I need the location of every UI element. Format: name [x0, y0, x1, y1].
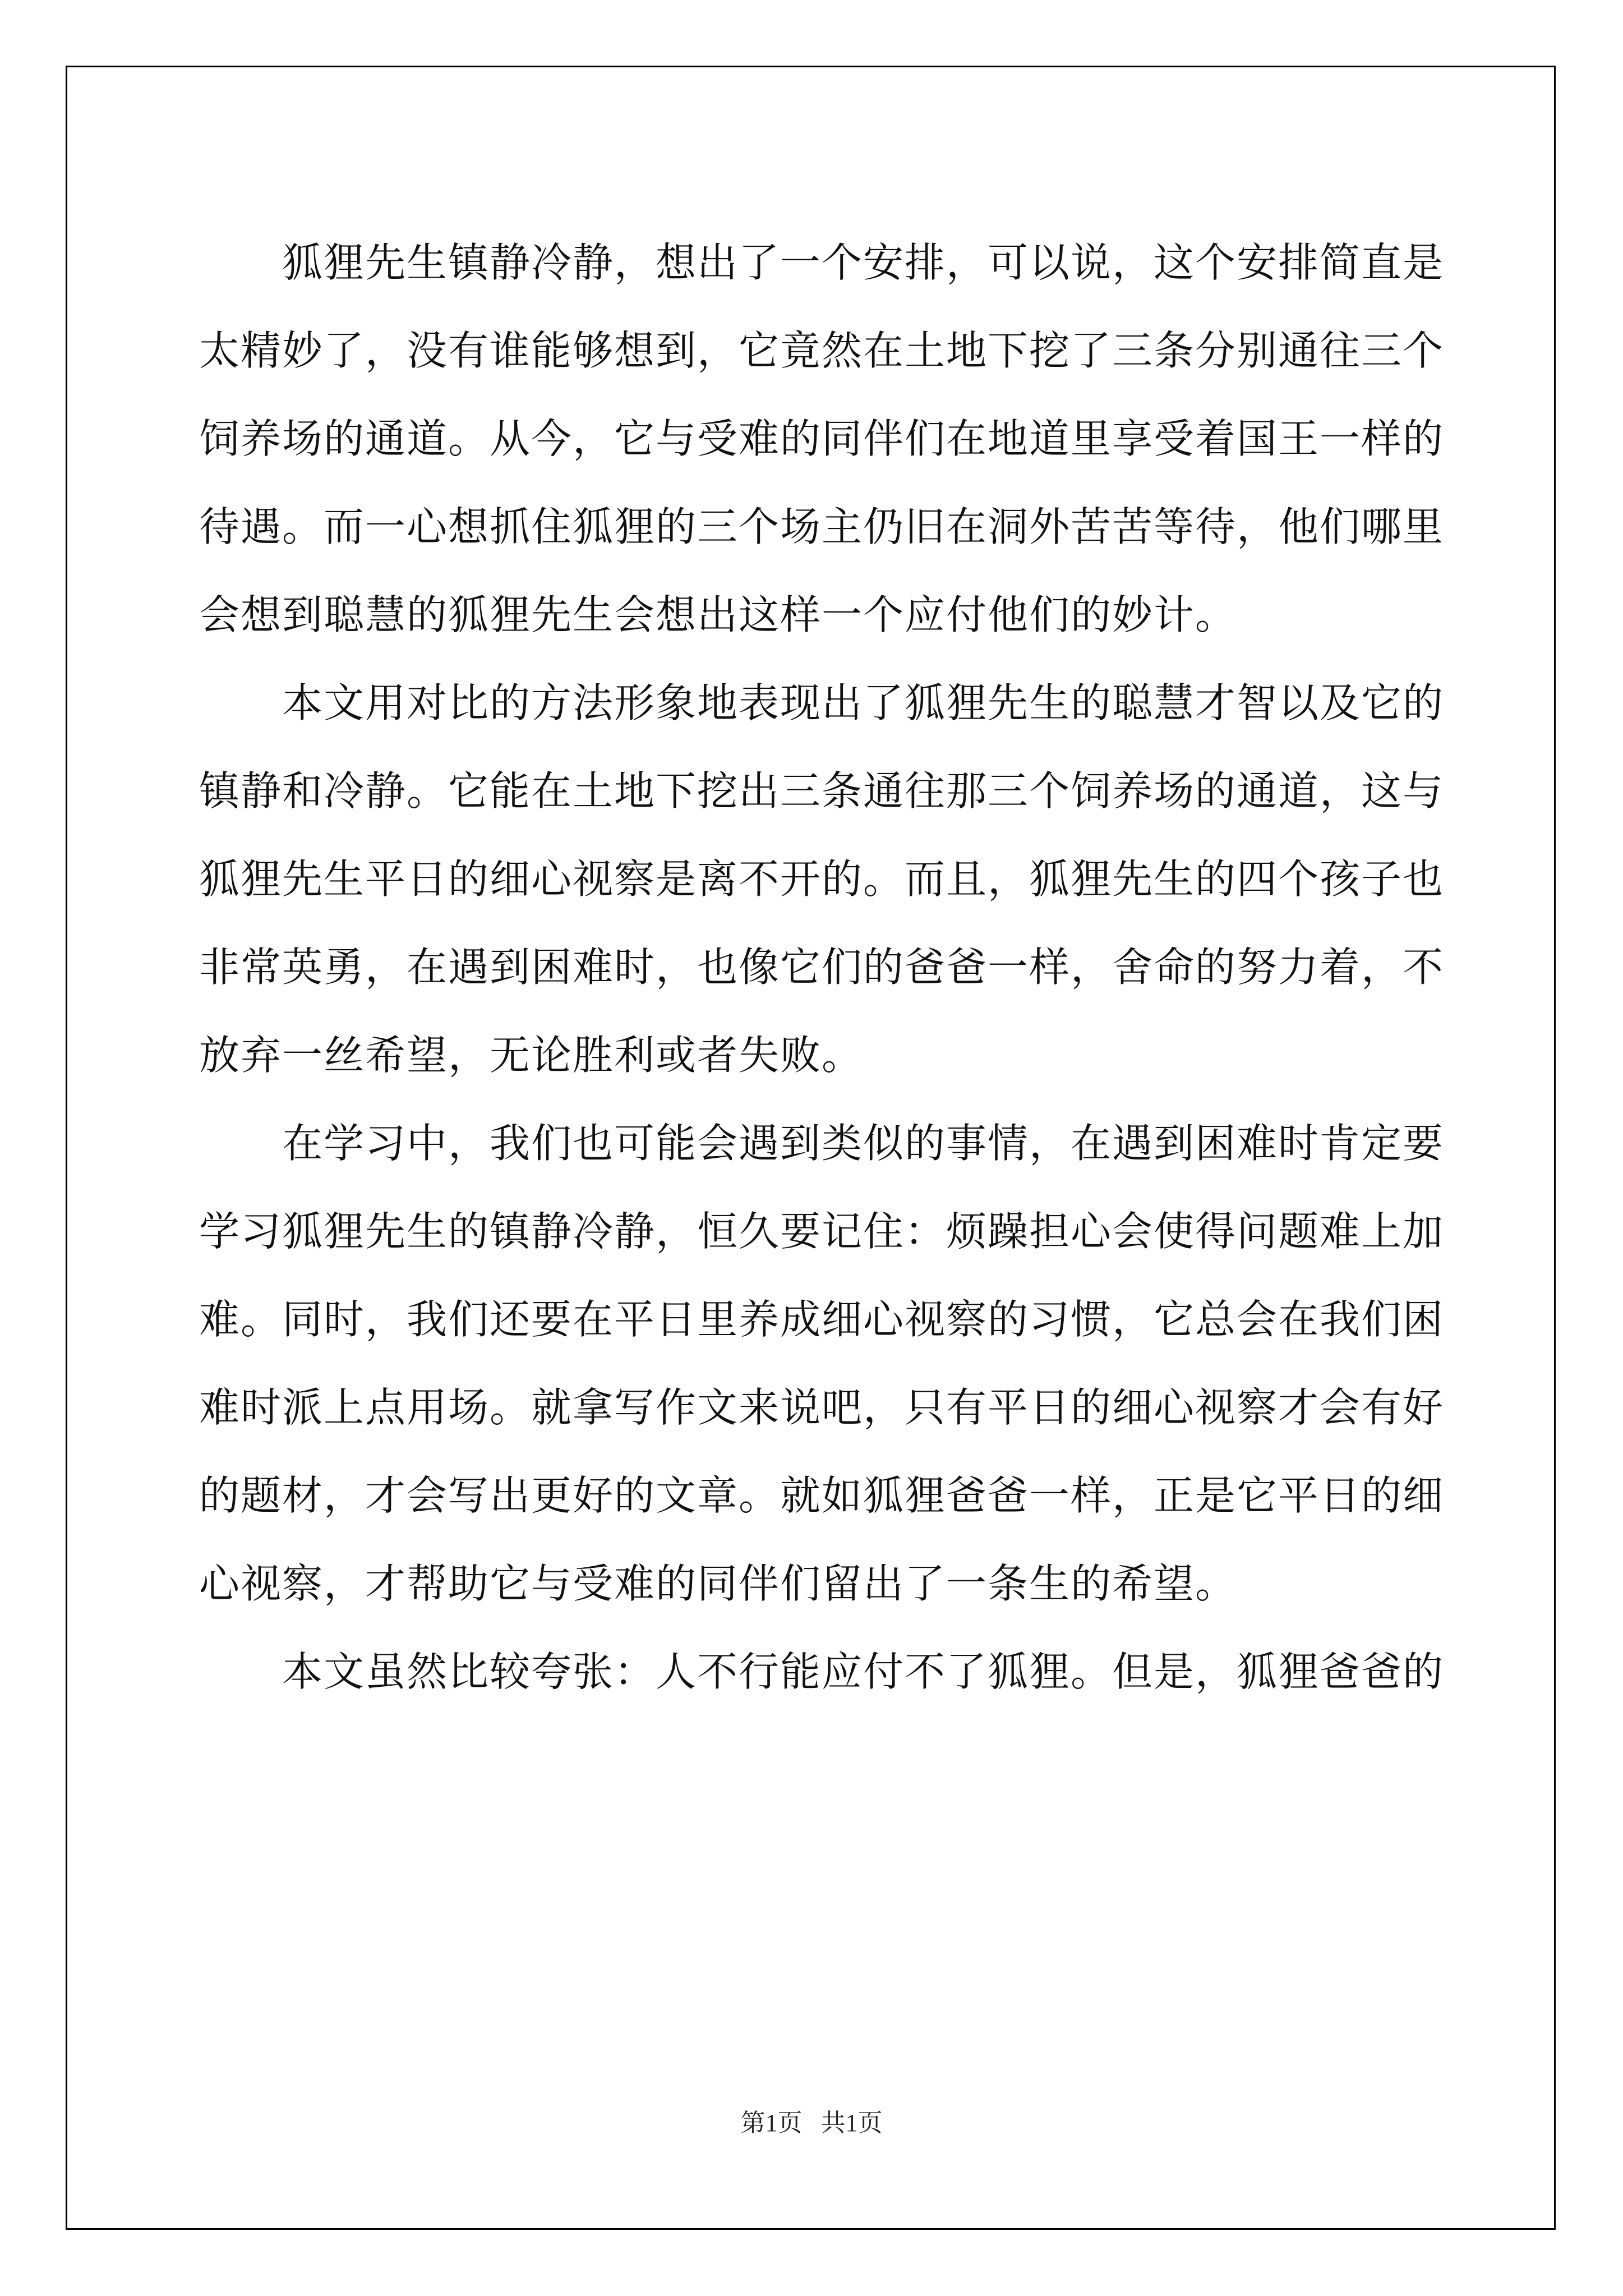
text-line: 心视察，才帮助它与受难的同伴们留出了一条生的希望。 — [199, 1560, 1237, 1607]
text-line: 难。同时，我们还要在平日里养成细心视察的习惯，它总会在我们困 — [199, 1296, 1445, 1343]
text-line: 太精妙了，没有谁能够想到，它竟然在土地下挖了三条分别通往三个 — [199, 327, 1445, 374]
text-line: 学习狐狸先生的镇静冷静，恒久要记住：烦躁担心会使得问题难上加 — [199, 1208, 1445, 1255]
document-body — [199, 219, 1445, 1716]
text-line: 饲养场的通道。从今，它与受难的同伴们在地道里享受着国王一样的 — [199, 415, 1445, 462]
text-line: 镇静和冷静。它能在土地下挖出三条通往那三个饲养场的通道，这与 — [199, 767, 1445, 815]
page-footer — [0, 2106, 1623, 2140]
text-line: 本文用对比的方法形象地表现出了狐狸先生的聪慧才智以及它的 — [199, 679, 1445, 726]
text-line: 放弃一丝希望，无论胜利或者失败。 — [199, 1032, 864, 1079]
text-line: 狐狸先生平日的细心视察是离不开的。而且，狐狸先生的四个孩子也 — [199, 855, 1445, 903]
text-line: 会想到聪慧的狐狸先生会想出这样一个应付他们的妙计。 — [199, 591, 1237, 638]
text-line: 狐狸先生镇静冷静，想出了一个安排，可以说，这个安排简直是 — [199, 239, 1445, 286]
text-line: 难时派上点用场。就拿写作文来说吧，只有平日的细心视察才会有好 — [199, 1384, 1445, 1431]
text-line: 待遇。而一心想抓住狐狸的三个场主仍旧在洞外苦苦等待，他们哪里 — [199, 503, 1445, 550]
page-total: 共1页 — [820, 2109, 883, 2137]
page-number: 第1页 — [740, 2109, 803, 2137]
text-line: 非常英勇，在遇到困难时，也像它们的爸爸一样，舍命的努力着，不 — [199, 944, 1445, 991]
text-line: 在学习中，我们也可能会遇到类似的事情，在遇到困难时肯定要 — [199, 1120, 1445, 1167]
text-line: 本文虽然比较夸张：人不行能应付不了狐狸。但是，狐狸爸爸的 — [199, 1648, 1445, 1695]
text-line: 的题材，才会写出更好的文章。就如狐狸爸爸一样，正是它平日的细 — [199, 1472, 1445, 1519]
